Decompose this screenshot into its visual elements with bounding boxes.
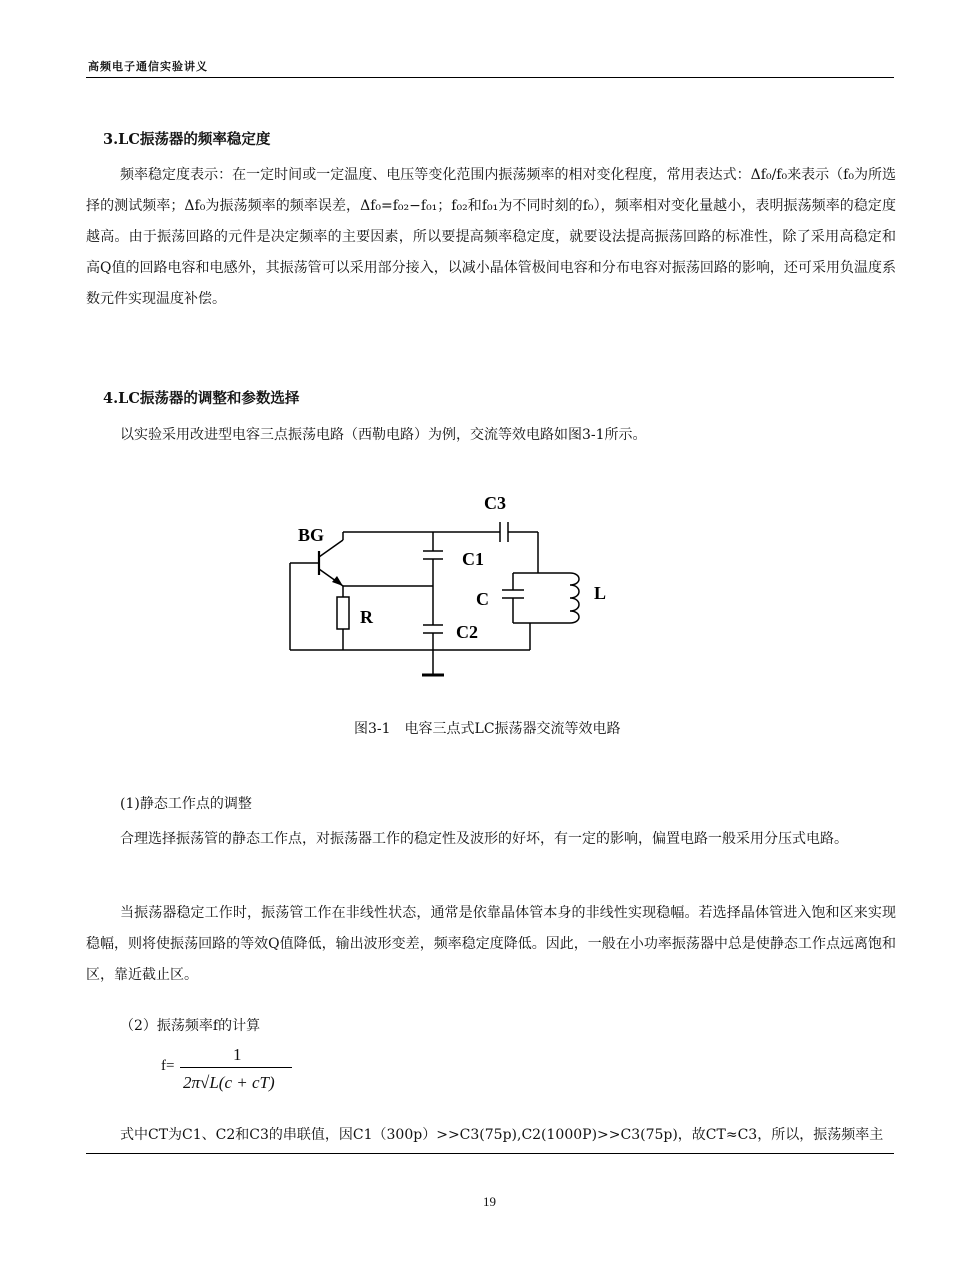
label-r: R: [360, 607, 373, 627]
subsection-1-paragraph-2: 当振荡器稳定工作时，振荡管工作在非线性状态，通常是依靠晶体管本身的非线性实现稳幅。若选择晶体管进入饱和区来实现稳幅，则将使振荡回路的等效Q值降低，输出波形变差，频率稳定度降低。因此，一般在小功率振荡器中总是使静态工作点远离饱和区，靠近截止区。: [86, 905, 896, 983]
formula-lhs: f=: [161, 1058, 175, 1074]
subsection-1-paragraph-1: 合理选择振荡管的静态工作点，对振荡器工作的稳定性及波形的好坏，有一定的影响，偏置电路一般采用分压式电路。: [120, 831, 848, 847]
section-3-paragraph: 频率稳定度表示：在一定时间或一定温度、电压等变化范围内振荡频率的相对变化程度，常用表达式：Δf₀/f₀来表示（f₀为所选择的测试频率；Δf₀为振荡频率的频率误差，Δf₀=f₀₂−f₀₁；f₀₂和f₀₁为不同时刻的f₀），频率相对变化量越小，表明振荡频率的稳定度越高。由于振荡回路的元件是决定频率的主要因素，所以要提高频率稳定度，就要设法提高振荡回路的标准性，除了采用高稳定和高Q值的回路电容和电感外，其振荡管可以采用部分接入，以减小晶体管极间电容和分布电容对振荡回路的影响，还可采用负温度系数元件实现温度补偿。: [86, 167, 896, 307]
section-4-heading: 4.LC振荡器的调整和参数选择: [103, 390, 300, 407]
figure-caption: 图3-1 电容三点式LC振荡器交流等效电路: [354, 721, 621, 737]
label-c3: C3: [484, 493, 506, 513]
header-rule: [86, 77, 894, 78]
footer-rule: [86, 1153, 894, 1154]
formula-fraction-bar: [180, 1067, 292, 1068]
subsection-2-title: （2）振荡频率f的计算: [120, 1018, 261, 1034]
running-header: 高频电子通信实验讲义: [88, 60, 208, 73]
subsection-2-last-line: 式中CT为C1、C2和C3的串联值，因C1（300p）>>C3(75p),C2(1000P)>>C3(75p)，故CT≈C3，所以，振荡频率主: [120, 1127, 884, 1143]
subsection-1-title: (1)静态工作点的调整: [120, 796, 252, 812]
formula-numerator: 1: [233, 1045, 242, 1064]
section-4-intro: 以实验采用改进型电容三点振荡电路（西勒电路）为例，交流等效电路如图3-1所示。: [120, 427, 647, 443]
label-bg: BG: [298, 525, 325, 545]
formula-denominator: 2π√L(c + cT): [183, 1073, 275, 1092]
label-c1: C1: [462, 549, 484, 569]
section-3-heading: 3.LC振荡器的频率稳定度: [103, 131, 271, 148]
label-c: C: [476, 589, 489, 609]
circuit-diagram: [280, 485, 620, 695]
page-number: 19: [483, 1194, 496, 1209]
label-c2: C2: [456, 622, 478, 642]
label-l: L: [594, 583, 607, 603]
